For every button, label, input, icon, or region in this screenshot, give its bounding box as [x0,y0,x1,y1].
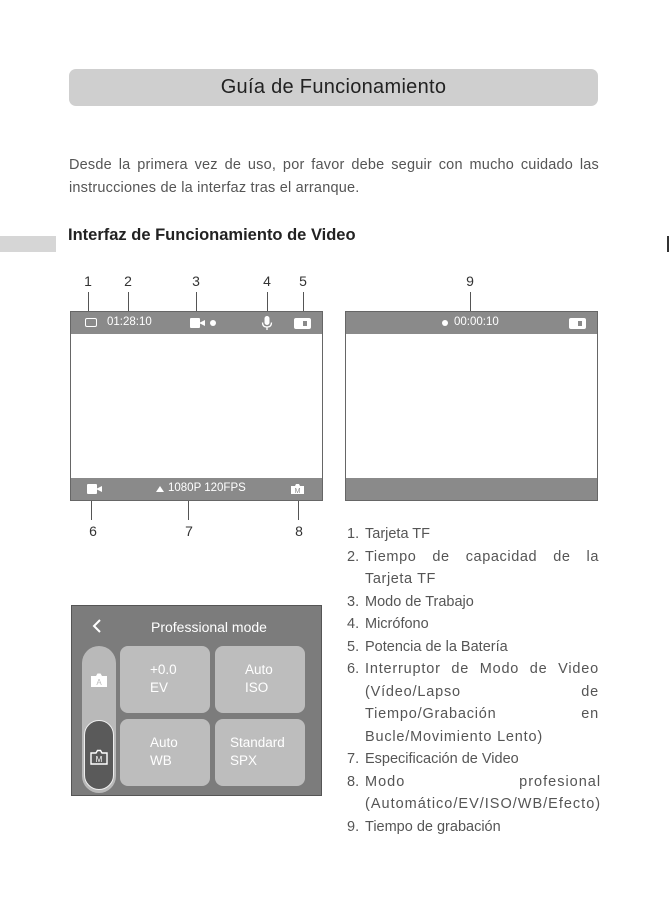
callout-1: 1 [84,273,92,289]
side-tab-marker [0,236,56,252]
effect-tile[interactable] [215,719,305,786]
section-title: Interfaz de Funcionamiento de Video [68,226,356,244]
callout-line-8 [298,501,299,520]
callout-5: 5 [299,273,307,289]
callout-line-3 [196,292,197,311]
callout-line-4 [267,292,268,311]
callout-4: 4 [263,273,271,289]
auto-mode-badge: A [96,678,102,687]
auto-mode-icon[interactable] [90,672,108,688]
callout-6: 6 [89,523,97,539]
legend-item: 9. Tiempo de grabación [347,818,501,835]
iso-value: Auto [245,662,273,677]
callout-line-1 [88,292,89,311]
callout-7: 7 [185,523,193,539]
ev-value: +0.0 [150,662,177,677]
manual-mode-badge: M [95,755,103,764]
record-dot-icon [210,320,216,326]
recording-screen [345,311,598,501]
legend-list [347,523,602,838]
battery-icon [569,318,586,329]
video-camera-icon [190,318,205,328]
legend-item: 1. Tarjeta TF [347,526,431,542]
sd-card-icon [85,318,97,327]
recording-time: 00:00:10 [454,316,499,328]
pro-mode-icon[interactable] [290,483,305,495]
capacity-time: 01:28:10 [107,316,152,328]
callout-2: 2 [124,273,132,289]
video-spec[interactable]: 1080P 120FPS [168,482,246,494]
manual-mode-button[interactable] [84,720,114,790]
manual-mode-icon [90,749,108,765]
pro-header [72,606,321,644]
ev-tile[interactable] [120,646,210,713]
legend-item: 8. Modo profesional (Automático/EV/ISO/WB/Efecto) [347,773,602,812]
callout-8: 8 [295,523,303,539]
callout-line-5 [303,292,304,311]
microphone-icon [261,316,273,331]
legend-item: 2. Tiempo de capacidad de la Tarjeta TF [347,548,599,587]
record-dot-icon [442,320,448,326]
callout-3: 3 [192,273,200,289]
legend-item: 4. Micrófono [347,616,429,632]
spec-triangle-icon [156,486,164,492]
recording-top-bar [346,312,597,334]
effect-label: SPX [230,753,258,768]
callout-line-2 [128,292,129,311]
legend-item: 7. Especificación de Video [347,751,519,767]
legend-item: 5. Potencia de la Batería [347,638,508,655]
wb-value: Auto [150,735,178,750]
callout-line-6 [91,501,92,520]
iso-label: ISO [245,680,269,695]
intro-paragraph: Desde la primera vez de uso, por favor debe seguir con mucho cuidado las instrucciones de la interfaz tras el arranque. [69,157,599,196]
professional-mode-panel [71,605,322,796]
callout-line-9 [470,292,471,311]
legend-item: 3. Modo de Trabajo [347,593,474,610]
video-interface-screen [70,311,323,501]
page-title: Guía de Funcionamiento [69,69,598,106]
legend-item: 6. Interruptor de Modo de Video (Vídeo/Lapso de Tiempo/Grabación en Bucle/Movimiento Lento) [347,661,599,745]
iso-tile[interactable] [215,646,305,713]
pro-mode-badge: M [294,488,301,495]
battery-icon [294,318,311,329]
bottom-status-bar [71,478,322,500]
pro-mode-title: Professional mode [151,619,267,635]
wb-tile[interactable] [120,719,210,786]
ev-label: EV [150,680,169,695]
top-status-bar [71,312,322,334]
effect-value: Standard [230,735,285,750]
callout-9: 9 [466,273,474,289]
wb-label: WB [150,753,172,768]
recording-bottom-bar [346,478,597,500]
mode-switch-video-icon[interactable] [87,484,102,494]
back-chevron-icon[interactable] [92,619,102,633]
callout-line-7 [188,501,189,520]
